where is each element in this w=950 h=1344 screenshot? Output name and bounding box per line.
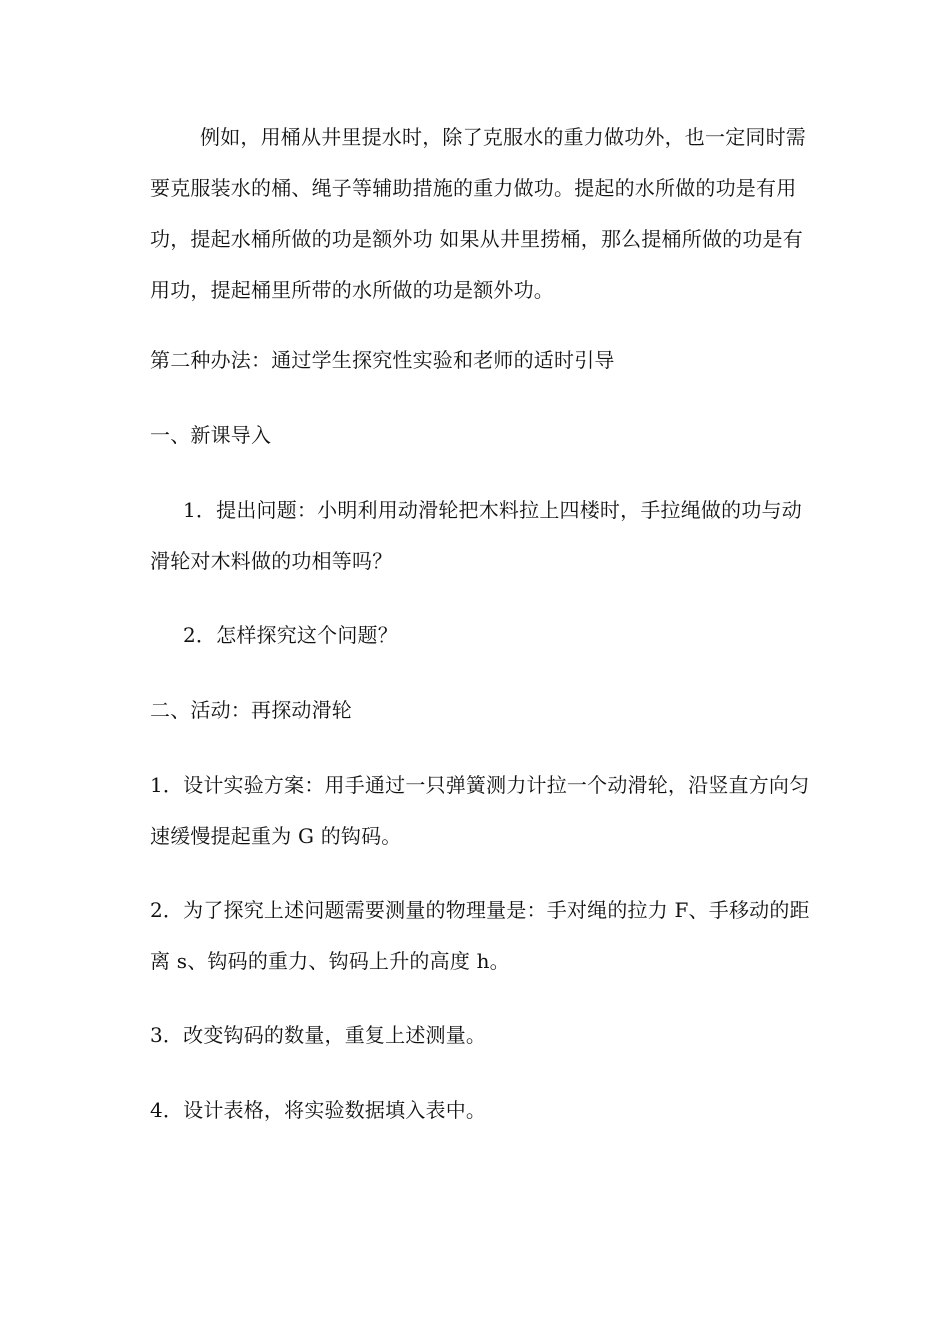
heading-new-lesson-intro: 一、新课导入 xyxy=(150,423,272,447)
heading-activity: 二、活动：再探动滑轮 xyxy=(150,698,352,722)
paragraph-example-bucket: 例如，用桶从井里提水时，除了克服水的重力做功外，也一定同时需要克服装水的桶、绳子等辅助措施的重力做功。提起的水所做的功是有用功，提起水桶所做的功是额外功 如果从井里捞桶，那么提桶所做的功是有用功，提起桶里所带的水所做的功是额外功。 xyxy=(150,125,806,302)
list-item-step-4: 4．设计表格，将实验数据填入表中。 xyxy=(150,1098,487,1122)
list-item-step-3: 3．改变钩码的数量，重复上述测量。 xyxy=(150,1023,487,1047)
list-item-question-2: 2．怎样探究这个问题？ xyxy=(183,623,398,647)
paragraph-method-two: 第二种办法：通过学生探究性实验和老师的适时引导 xyxy=(150,348,615,372)
list-item-question-1: 1．提出问题：小明利用动滑轮把木料拉上四楼时，手拉绳做的功与动滑轮对木料做的功相等吗？ xyxy=(150,498,802,573)
list-item-step-1: 1．设计实验方案：用手通过一只弹簧测力计拉一个动滑轮，沿竖直方向匀速缓慢提起重为 G 的钩码。 xyxy=(150,773,810,848)
list-item-step-2: 2．为了探究上述问题需要测量的物理量是：手对绳的拉力 F、手移动的距离 s、钩码的重力、钩码上升的高度 h。 xyxy=(150,898,810,973)
